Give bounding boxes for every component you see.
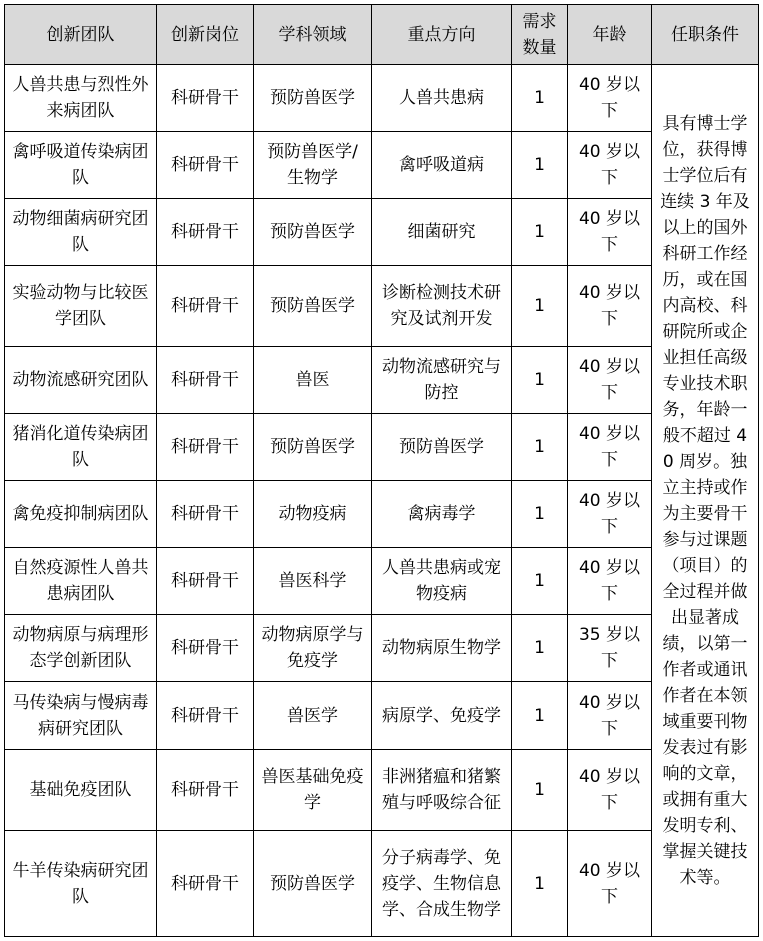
post-cell: 科研骨干 [157, 750, 254, 831]
post-cell: 科研骨干 [157, 266, 254, 347]
count-cell: 1 [512, 831, 568, 937]
field-cell: 预防兽医学 [254, 266, 372, 347]
header-post: 创新岗位 [157, 5, 254, 65]
field-cell: 预防兽医学 [254, 65, 372, 132]
age-cell: 40 岁以下 [568, 347, 652, 414]
post-cell: 科研骨干 [157, 481, 254, 548]
team-cell: 动物流感研究团队 [5, 347, 157, 414]
age-cell: 40 岁以下 [568, 750, 652, 831]
direction-cell: 诊断检测技术研究及试剂开发 [372, 266, 512, 347]
age-cell: 40 岁以下 [568, 132, 652, 199]
team-cell: 禽免疫抑制病团队 [5, 481, 157, 548]
count-cell: 1 [512, 132, 568, 199]
header-row [5, 5, 759, 65]
age-cell: 40 岁以下 [568, 414, 652, 481]
age-cell: 40 岁以下 [568, 548, 652, 615]
age-cell: 40 岁以下 [568, 831, 652, 937]
team-cell: 基础免疫团队 [5, 750, 157, 831]
direction-cell: 分子病毒学、免疫学、生物信息学、合成生物学 [372, 831, 512, 937]
count-cell: 1 [512, 548, 568, 615]
count-cell: 1 [512, 266, 568, 347]
table-row [5, 548, 759, 615]
table-row [5, 615, 759, 682]
direction-cell: 禽病毒学 [372, 481, 512, 548]
field-cell: 预防兽医学 [254, 414, 372, 481]
field-cell: 动物疫病 [254, 481, 372, 548]
team-cell: 实验动物与比较医学团队 [5, 266, 157, 347]
count-cell: 1 [512, 65, 568, 132]
field-cell: 兽医学 [254, 682, 372, 750]
field-cell: 预防兽医学/生物学 [254, 132, 372, 199]
field-cell: 预防兽医学 [254, 199, 372, 266]
post-cell: 科研骨干 [157, 548, 254, 615]
team-cell: 动物细菌病研究团队 [5, 199, 157, 266]
age-cell: 35 岁以下 [568, 615, 652, 682]
post-cell: 科研骨干 [157, 682, 254, 750]
post-cell: 科研骨干 [157, 199, 254, 266]
direction-cell: 人兽共患病或宠物疫病 [372, 548, 512, 615]
post-cell: 科研骨干 [157, 831, 254, 937]
requirement-cell: 具有博士学位，获得博士学位后有连续 3 年及以上的国外科研工作经历，或在国内高校、科研院所或企业担任高级专业技术职务，年龄一般不超过 40 周岁。独立主持或作为主要骨干参与过课题（项目）的全过程并做出显著成绩，以第一作者或通讯作者在本领域重要刊物发表过有影响的文章，或拥有重大发明专利、掌握关键技术等。 [652, 65, 759, 937]
field-cell: 兽医科学 [254, 548, 372, 615]
table-row [5, 199, 759, 266]
count-cell: 1 [512, 682, 568, 750]
team-cell: 自然疫源性人兽共患病团队 [5, 548, 157, 615]
team-cell: 马传染病与慢病毒病研究团队 [5, 682, 157, 750]
recruitment-table [4, 4, 759, 937]
post-cell: 科研骨干 [157, 615, 254, 682]
age-cell: 40 岁以下 [568, 65, 652, 132]
team-cell: 动物病原与病理形态学创新团队 [5, 615, 157, 682]
header-age: 年龄 [568, 5, 652, 65]
post-cell: 科研骨干 [157, 347, 254, 414]
count-cell: 1 [512, 750, 568, 831]
table-row [5, 682, 759, 750]
count-cell: 1 [512, 615, 568, 682]
count-cell: 1 [512, 481, 568, 548]
direction-cell: 非洲猪瘟和猪繁殖与呼吸综合征 [372, 750, 512, 831]
table-row [5, 347, 759, 414]
header-requirement: 任职条件 [652, 5, 759, 65]
header-direction: 重点方向 [372, 5, 512, 65]
table-row [5, 831, 759, 937]
table-row [5, 132, 759, 199]
team-cell: 人兽共患与烈性外来病团队 [5, 65, 157, 132]
direction-cell: 动物病原生物学 [372, 615, 512, 682]
field-cell: 兽医 [254, 347, 372, 414]
team-cell: 牛羊传染病研究团队 [5, 831, 157, 937]
post-cell: 科研骨干 [157, 65, 254, 132]
field-cell: 兽医基础免疫学 [254, 750, 372, 831]
field-cell: 动物病原学与免疫学 [254, 615, 372, 682]
count-cell: 1 [512, 199, 568, 266]
team-cell: 禽呼吸道传染病团队 [5, 132, 157, 199]
direction-cell: 预防兽医学 [372, 414, 512, 481]
team-cell: 猪消化道传染病团队 [5, 414, 157, 481]
direction-cell: 禽呼吸道病 [372, 132, 512, 199]
direction-cell: 人兽共患病 [372, 65, 512, 132]
age-cell: 40 岁以下 [568, 199, 652, 266]
field-cell: 预防兽医学 [254, 831, 372, 937]
post-cell: 科研骨干 [157, 414, 254, 481]
count-cell: 1 [512, 414, 568, 481]
header-count: 需求数量 [512, 5, 568, 65]
direction-cell: 细菌研究 [372, 199, 512, 266]
table-row [5, 481, 759, 548]
header-field: 学科领域 [254, 5, 372, 65]
direction-cell: 动物流感研究与防控 [372, 347, 512, 414]
table-row [5, 414, 759, 481]
post-cell: 科研骨干 [157, 132, 254, 199]
table-row [5, 65, 759, 132]
count-cell: 1 [512, 347, 568, 414]
table-row [5, 266, 759, 347]
age-cell: 40 岁以下 [568, 481, 652, 548]
age-cell: 40 岁以下 [568, 266, 652, 347]
table-row [5, 750, 759, 831]
header-team: 创新团队 [5, 5, 157, 65]
direction-cell: 病原学、免疫学 [372, 682, 512, 750]
age-cell: 40 岁以下 [568, 682, 652, 750]
